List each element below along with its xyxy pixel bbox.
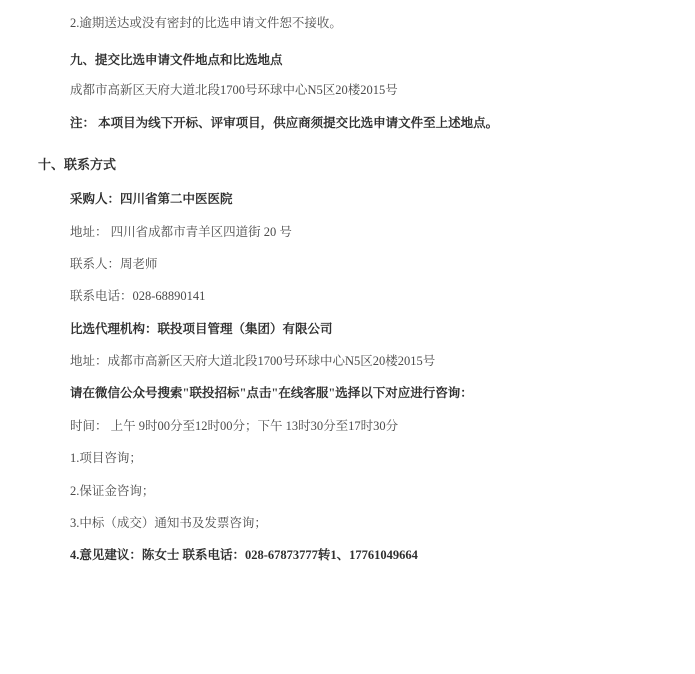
paragraph-late-submission: 2.逾期送达或没有密封的比选申请文件恕不接收。: [70, 16, 342, 30]
submission-note: 注： 本项目为线下开标、评审项目，供应商须提交比选申请文件至上述地点。: [70, 115, 499, 130]
spacer: [28, 404, 667, 417]
spacer: [28, 210, 667, 223]
spacer: [28, 501, 667, 514]
spacer: [28, 307, 667, 320]
submission-address: 成都市高新区天府大道北段1700号环球中心N5区20楼2015号: [70, 83, 398, 98]
purchaser-name: 采购人：四川省第二中医医院: [70, 192, 233, 207]
spacer: [28, 339, 667, 352]
purchaser-address: 地址： 四川省成都市青羊区四道街 20 号: [70, 224, 292, 239]
spacer: [28, 274, 667, 287]
spacer: [28, 173, 667, 190]
spacer: [28, 371, 667, 384]
agency-name: 比选代理机构：联投项目管理（集团）有限公司: [70, 321, 333, 336]
spacer: [28, 242, 667, 255]
spacer: [28, 436, 667, 449]
spacer: [28, 533, 667, 546]
service-item-feedback: 4.意见建议：陈女士 联系电话：028-67873777转1、17761049664: [70, 548, 418, 563]
service-item-notice-invoice: 3.中标（成交）通知书及发票咨询；: [70, 515, 267, 530]
spacer: [28, 133, 667, 154]
service-hours: 时间： 上午 9时00分至12时00分；下午 13时30分至17时30分: [70, 418, 399, 433]
service-item-project: 1.项目咨询；: [70, 451, 142, 466]
purchaser-contact-person: 联系人：周老师: [70, 256, 158, 271]
spacer: [28, 68, 667, 81]
spacer: [28, 33, 667, 50]
service-item-deposit: 2.保证金咨询；: [70, 483, 155, 498]
spacer: [28, 469, 667, 482]
wechat-service-instruction: 请在微信公众号搜索"联投招标"点击"在线客服"选择以下对应进行咨询：: [70, 386, 473, 401]
section-heading-ten: 十、联系方式: [38, 157, 117, 173]
section-heading-nine: 九、提交比选申请文件地点和比选地点: [70, 53, 283, 68]
agency-address: 地址：成都市高新区天府大道北段1700号环球中心N5区20楼2015号: [70, 354, 436, 368]
purchaser-phone: 联系电话：028-68890141: [70, 289, 206, 304]
spacer: [28, 101, 667, 114]
